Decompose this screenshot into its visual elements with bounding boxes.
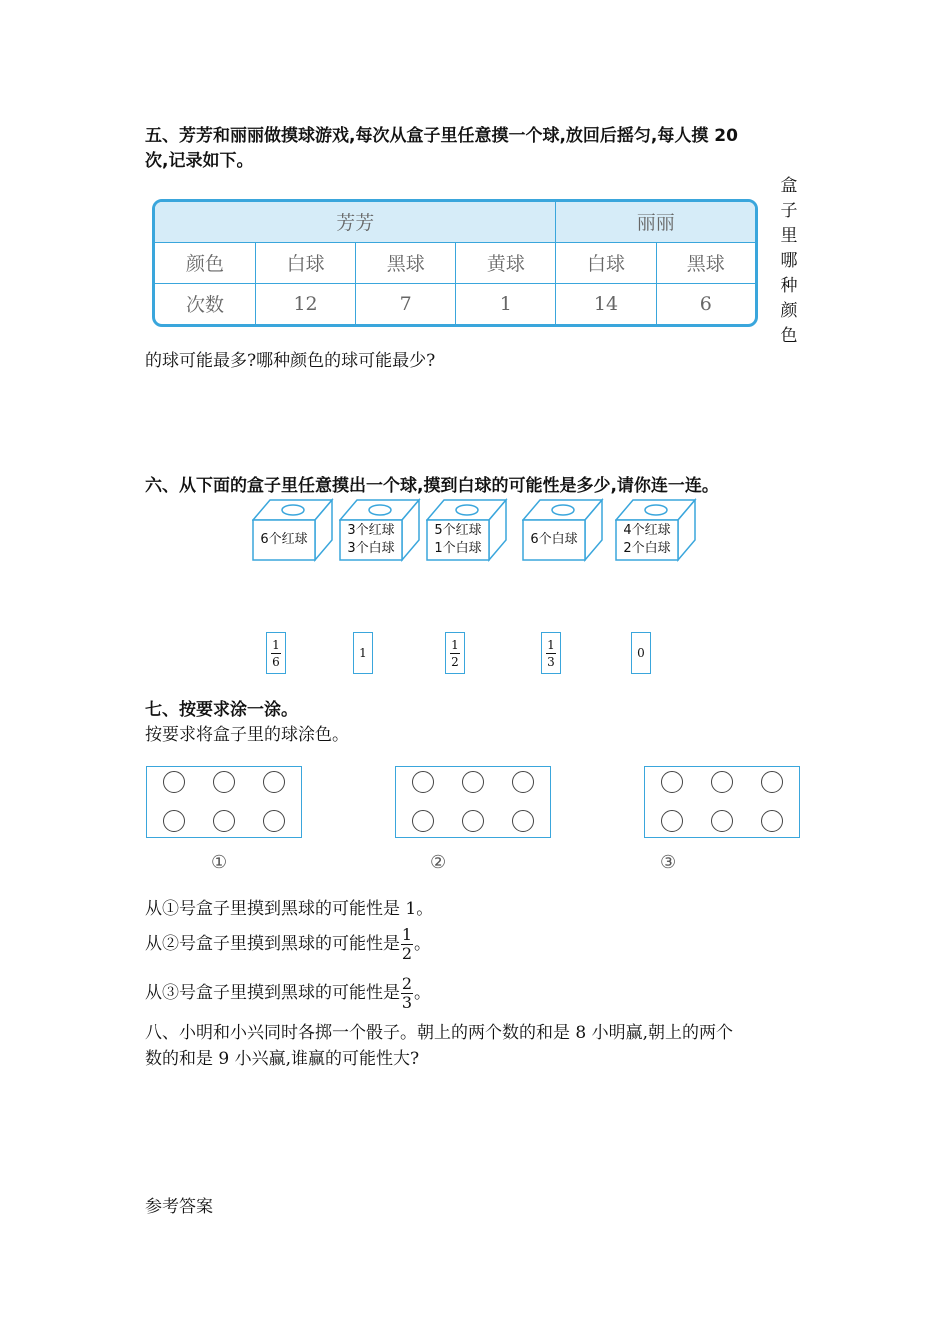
- card-numerator: 1: [451, 637, 459, 652]
- box-label-line: 2个白球: [623, 541, 671, 556]
- probability-card-one-third[interactable]: [541, 632, 561, 674]
- card-denominator: 2: [451, 654, 459, 669]
- fraction: [401, 926, 413, 963]
- ball[interactable]: [661, 810, 683, 832]
- box-number-3: ③: [660, 852, 677, 873]
- ball[interactable]: [462, 771, 484, 793]
- table-row-label-count: 次数: [155, 283, 256, 324]
- q7-statement-2: [145, 926, 431, 962]
- card-numerator: 1: [272, 637, 280, 652]
- statement-suffix: 。: [414, 983, 431, 1003]
- statement-prefix: 从③号盒子里摸到黑球的可能性是: [145, 983, 400, 1003]
- vertical-char: 子: [780, 201, 798, 221]
- table-cell-color: 黄球: [456, 242, 556, 283]
- vertical-char: 颜: [780, 301, 798, 321]
- ball[interactable]: [163, 810, 185, 832]
- q5-title-line1: 五、芳芳和丽丽做摸球游戏,每次从盒子里任意摸一个球,放回后摇匀,每人摸 20: [145, 126, 738, 146]
- table-row-label-color: 颜色: [155, 242, 256, 283]
- q7-instruction: 按要求将盒子里的球涂色。: [145, 725, 349, 745]
- fraction-denominator: 2: [401, 943, 413, 963]
- ball[interactable]: [711, 771, 733, 793]
- table-cell-color: 白球: [556, 242, 656, 283]
- box-label-line: 6个红球: [260, 532, 308, 547]
- q7-title: 七、按要求涂一涂。: [145, 700, 298, 720]
- q5-question: 的球可能最多?哪种颜色的球可能最少?: [145, 351, 436, 371]
- q7-statement-1: 从①号盒子里摸到黑球的可能性是 1。: [145, 899, 434, 919]
- fraction-numerator: 1: [401, 924, 413, 944]
- card-denominator: 6: [272, 654, 280, 669]
- ball-grid-box-2: [395, 766, 551, 838]
- table-cell-color: 黑球: [356, 242, 456, 283]
- table-cell-count: 1: [456, 283, 556, 324]
- table-cell-color: 黑球: [656, 242, 755, 283]
- box-label-line: 6个白球: [530, 532, 578, 547]
- ball[interactable]: [661, 771, 683, 793]
- box-label-line: 1个白球: [434, 541, 482, 556]
- ball-grid-box-1: [146, 766, 302, 838]
- card-denominator: 3: [547, 654, 555, 669]
- vertical-char: 色: [780, 326, 798, 346]
- probability-card-one-half[interactable]: [445, 632, 465, 674]
- fraction-denominator: 3: [401, 992, 413, 1012]
- box-label-line: 3个白球: [347, 541, 395, 556]
- answer-heading: 参考答案: [145, 1197, 213, 1217]
- box-label-line: 5个红球: [434, 523, 482, 538]
- fraction-numerator: 2: [401, 973, 413, 993]
- box-number-1: ①: [211, 852, 228, 873]
- q8-line2: 数的和是 9 小兴赢,谁赢的可能性大?: [145, 1049, 420, 1069]
- box-number-2: ②: [430, 852, 447, 873]
- ball-box-1: [252, 498, 334, 562]
- ball[interactable]: [761, 810, 783, 832]
- table-cell-count: 12: [256, 283, 356, 324]
- card-numerator: 1: [547, 637, 555, 652]
- vertical-char: 里: [780, 226, 798, 246]
- ball[interactable]: [263, 810, 285, 832]
- ball[interactable]: [412, 771, 434, 793]
- ball[interactable]: [263, 771, 285, 793]
- probability-card-one-sixth[interactable]: [266, 632, 286, 674]
- ball-box-4: [522, 498, 604, 562]
- ball[interactable]: [163, 771, 185, 793]
- q5-record-table: [152, 199, 758, 327]
- box-label-line: 4个红球: [623, 523, 671, 538]
- table-group-fangfang: 芳芳: [155, 202, 556, 242]
- fraction: [401, 975, 413, 1012]
- ball[interactable]: [213, 810, 235, 832]
- statement-suffix: 。: [414, 934, 431, 954]
- box-label-line: 3个红球: [347, 523, 395, 538]
- vertical-char: 种: [780, 276, 798, 296]
- q7-statement-3: [145, 975, 431, 1011]
- ball[interactable]: [412, 810, 434, 832]
- ball[interactable]: [512, 771, 534, 793]
- ball[interactable]: [512, 810, 534, 832]
- ball-box-5: [615, 498, 697, 562]
- ball-box-2: [339, 498, 421, 562]
- table-cell-color: 白球: [256, 242, 356, 283]
- statement-prefix: 从②号盒子里摸到黑球的可能性是: [145, 934, 400, 954]
- card-value: 1: [359, 646, 367, 660]
- probability-card-one[interactable]: [353, 632, 373, 674]
- q5-title-line2: 次,记录如下。: [145, 151, 254, 171]
- ball[interactable]: [462, 810, 484, 832]
- table-group-lili: 丽丽: [556, 202, 755, 242]
- ball[interactable]: [761, 771, 783, 793]
- q8-line1: 八、小明和小兴同时各掷一个骰子。朝上的两个数的和是 8 小明赢,朝上的两个: [145, 1023, 734, 1043]
- q6-title: 六、从下面的盒子里任意摸出一个球,摸到白球的可能性是多少,请你连一连。: [145, 476, 719, 496]
- ball-grid-box-3: [644, 766, 800, 838]
- ball-box-3: [426, 498, 508, 562]
- card-value: 0: [637, 646, 645, 660]
- table-cell-count: 14: [556, 283, 656, 324]
- vertical-char: 哪: [780, 251, 798, 271]
- probability-card-zero[interactable]: [631, 632, 651, 674]
- table-cell-count: 7: [356, 283, 456, 324]
- q5-vertical-text: [779, 174, 799, 349]
- vertical-char: 盒: [780, 176, 798, 196]
- ball[interactable]: [213, 771, 235, 793]
- ball[interactable]: [711, 810, 733, 832]
- table-cell-count: 6: [656, 283, 755, 324]
